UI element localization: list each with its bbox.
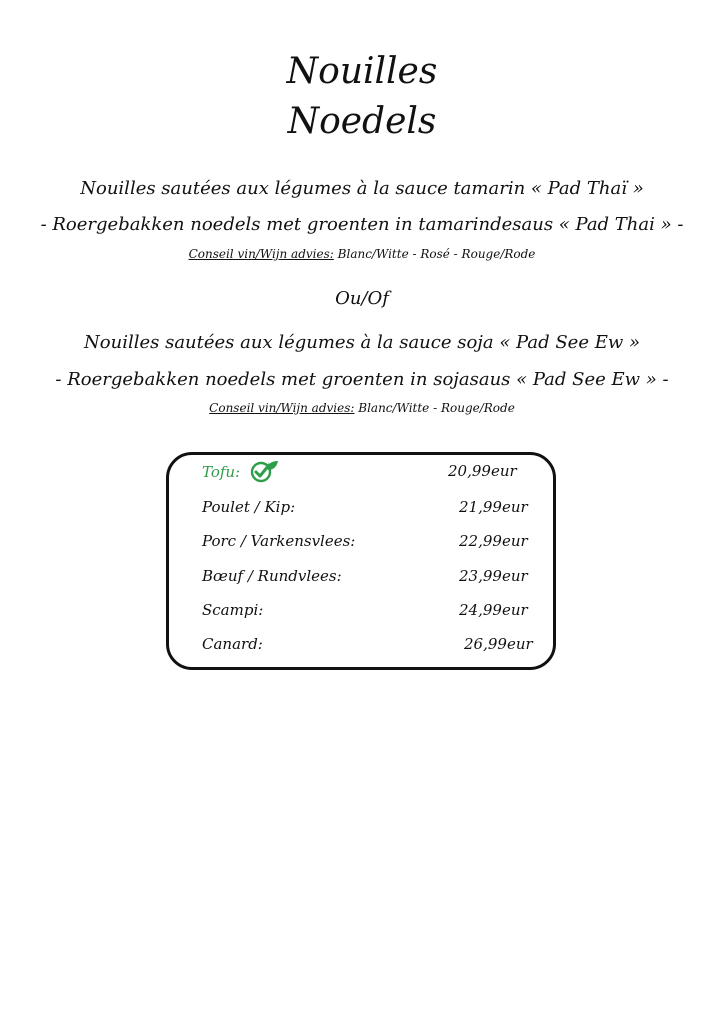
price-row-boeuf [202, 564, 532, 588]
price-item-name: Canard: [202, 635, 263, 653]
price-item-name: Porc / Varkensvlees: [202, 532, 356, 550]
dish2-name-fr: Nouilles sautées aux légumes à la sauce soja « Pad See Ew » [84, 332, 640, 353]
dish1-wine-advice-label: Conseil vin/Wijn advies: [188, 247, 334, 261]
page-title-fr: Nouilles [286, 51, 438, 92]
price-row-scampi [202, 598, 532, 622]
dish1-name-nl: - Roergebakken noedels met groenten in tamarindesaus « Pad Thai » - [40, 214, 684, 235]
price-item-name: Bœuf / Rundvlees: [202, 567, 342, 585]
price-item-name [202, 459, 279, 490]
price-item-price: 26,99eur [464, 635, 533, 653]
price-item-price: 23,99eur [459, 567, 528, 585]
price-item-price: 22,99eur [459, 532, 528, 550]
dish1-name-fr: Nouilles sautées aux légumes à la sauce tamarin « Pad Thaï » [80, 178, 644, 199]
price-row-tofu [202, 459, 532, 483]
price-row-porc [202, 529, 532, 553]
page-title-nl: Noedels [287, 101, 437, 142]
price-item-price: 20,99eur [448, 462, 517, 480]
dish2-wine-advice [0, 401, 724, 415]
price-item-name: Scampi: [202, 601, 264, 619]
price-item-name: Poulet / Kip: [202, 498, 296, 516]
price-list-box [166, 452, 556, 670]
dish1-wine-advice [0, 247, 724, 261]
price-item-price: 21,99eur [459, 498, 528, 516]
dish1-wine-advice-value: Blanc/Witte - Rosé - Rouge/Rode [337, 247, 536, 261]
leaf-check-icon [249, 459, 279, 490]
dish2-wine-advice-label: Conseil vin/Wijn advies: [209, 401, 355, 415]
or-separator: Ou/Of [335, 288, 389, 309]
price-item-price: 24,99eur [459, 601, 528, 619]
dish2-wine-advice-value: Blanc/Witte - Rouge/Rode [358, 401, 515, 415]
price-row-canard [202, 632, 532, 656]
price-row-poulet [202, 495, 532, 519]
dish2-name-nl: - Roergebakken noedels met groenten in sojasaus « Pad See Ew » - [55, 369, 669, 390]
price-item-label: Tofu: [202, 463, 241, 481]
